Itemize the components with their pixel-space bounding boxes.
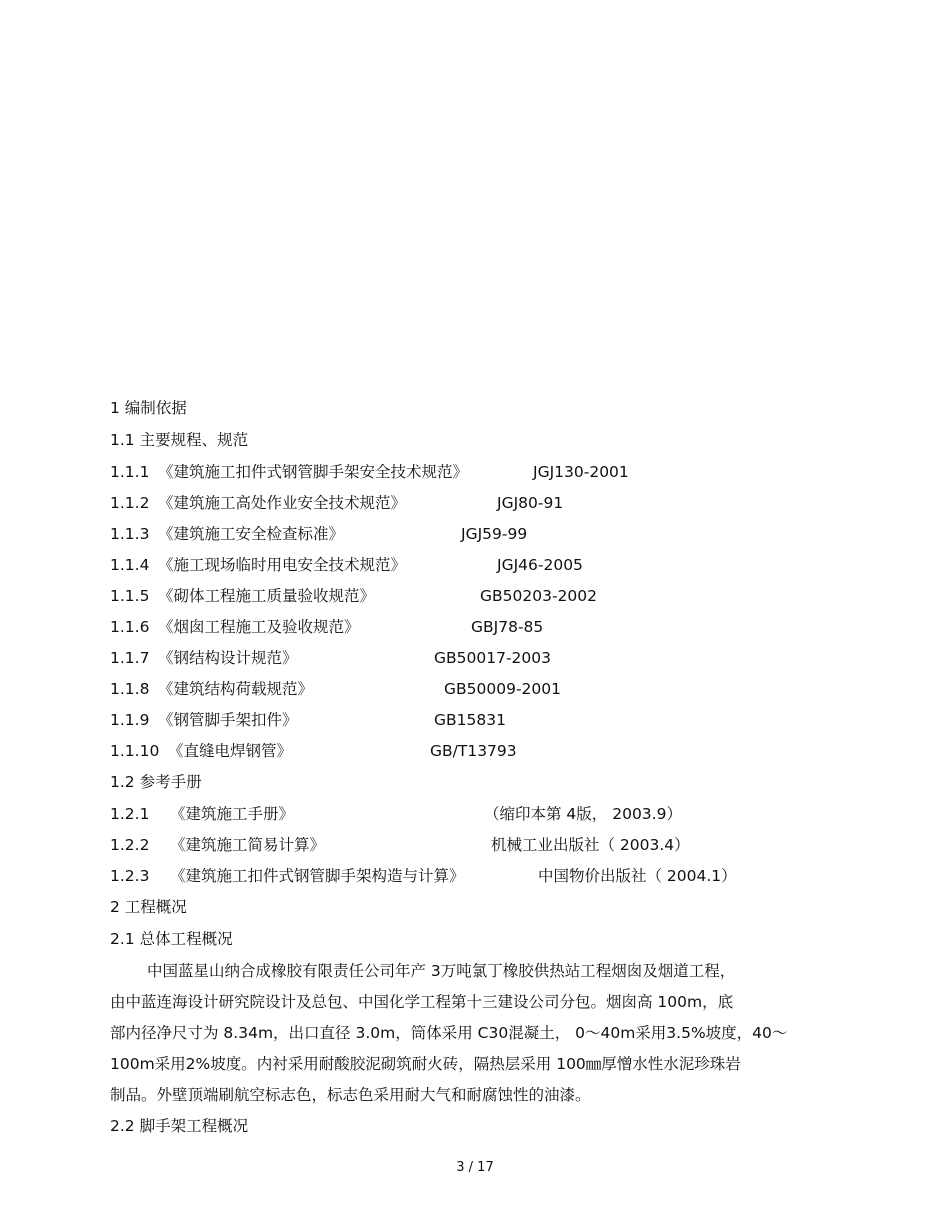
- item-code: JGJ80-91: [497, 494, 564, 512]
- item-number: 1.1.2: [110, 494, 150, 512]
- item-number: 1.1.5: [110, 587, 150, 605]
- item-title: 《建筑施工扣件式钢管脚手架构造与计算》: [170, 867, 465, 885]
- item-number: 1.1.9: [110, 711, 150, 729]
- item-code: GB50203-2002: [480, 587, 597, 605]
- item-title: 《建筑施工高处作业安全技术规范》: [158, 494, 407, 512]
- item-number: 1.1.3: [110, 525, 150, 543]
- item-title: 《建筑施工安全检查标准》: [158, 525, 345, 543]
- item-note: （缩印本第 4版， 2003.9）: [484, 805, 682, 823]
- item-code: GBJ78-85: [471, 618, 544, 636]
- paragraph-line: 部内径净尺寸为 8.34m，出口直径 3.0m，筒体采用 C30混凝土， 0～40m采用3.5%坡度，40～: [110, 1024, 788, 1042]
- item-title: 《钢结构设计规范》: [158, 649, 298, 667]
- item-code: JGJ46-2005: [497, 556, 583, 574]
- item-code: GB50017-2003: [434, 649, 551, 667]
- item-number: 1.2.3: [110, 867, 150, 885]
- item-title: 《施工现场临时用电安全技术规范》: [158, 556, 407, 574]
- item-code: JGJ59-99: [461, 525, 528, 543]
- section-heading: 1.1 主要规程、规范: [110, 431, 249, 449]
- item-note: 中国物价出版社（ 2004.1）: [538, 867, 737, 885]
- item-number: 1.2.1: [110, 805, 150, 823]
- item-code: GB15831: [434, 711, 506, 729]
- section-heading: 2.1 总体工程概况: [110, 930, 233, 948]
- item-title: 《建筑结构荷载规范》: [158, 680, 314, 698]
- item-number: 1.2.2: [110, 836, 150, 854]
- page-number: 3 / 17: [456, 1160, 494, 1175]
- item-title: 《烟囱工程施工及验收规范》: [158, 618, 360, 636]
- section-heading: 2.2 脚手架工程概况: [110, 1117, 249, 1135]
- item-number: 1.1.4: [110, 556, 150, 574]
- paragraph-line: 中国蓝星山纳合成橡胶有限责任公司年产 3万吨氯丁橡胶供热站工程烟囱及烟道工程，: [147, 962, 736, 980]
- item-title: 《钢管脚手架扣件》: [158, 711, 298, 729]
- section-heading: 1 编制依据: [110, 399, 187, 417]
- item-title: 《建筑施工手册》: [170, 805, 295, 823]
- item-title: 《建筑施工扣件式钢管脚手架安全技术规范》: [158, 463, 469, 481]
- item-code: JGJ130-2001: [533, 463, 629, 481]
- item-code: GB/T13793: [430, 742, 517, 760]
- item-note: 机械工业出版社（ 2003.4）: [491, 836, 690, 854]
- item-number: 1.1.7: [110, 649, 150, 667]
- paragraph-line: 制品。外壁顶端刷航空标志色，标志色采用耐大气和耐腐蚀性的油漆。: [110, 1086, 591, 1104]
- item-number: 1.1.8: [110, 680, 150, 698]
- item-number: 1.1.1: [110, 463, 150, 481]
- item-title: 《建筑施工简易计算》: [170, 836, 326, 854]
- item-number: 1.1.10: [110, 742, 160, 760]
- paragraph-line: 由中蓝连海设计研究院设计及总包、中国化学工程第十三建设公司分包。烟囱高 100m，底: [110, 993, 734, 1011]
- section-heading: 1.2 参考手册: [110, 773, 202, 791]
- item-code: GB50009-2001: [444, 680, 561, 698]
- item-number: 1.1.6: [110, 618, 150, 636]
- item-title: 《直缝电焊钢管》: [168, 742, 293, 760]
- section-heading: 2 工程概况: [110, 898, 187, 916]
- paragraph-line: 100m采用2%坡度。内衬采用耐酸胶泥砌筑耐火砖，隔热层采用 100㎜厚憎水性水泥珍珠岩: [110, 1055, 741, 1073]
- item-title: 《砌体工程施工质量验收规范》: [158, 587, 376, 605]
